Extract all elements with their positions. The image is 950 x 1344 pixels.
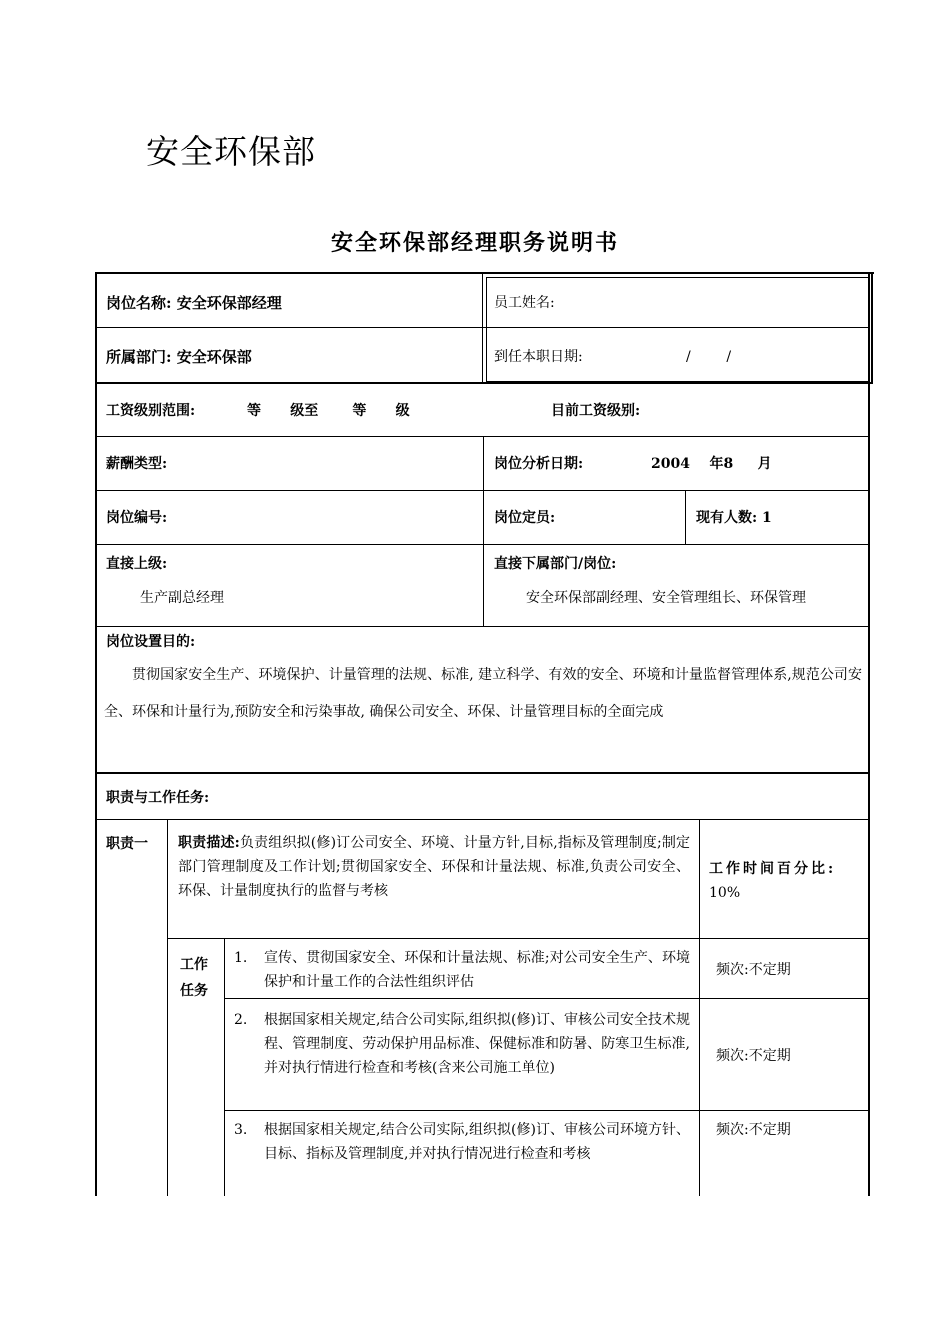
current-count-field [696, 506, 772, 530]
current-salary-label: 目前工资级别: [551, 403, 641, 419]
line [486, 277, 487, 381]
document-title: 安全环保部经理职务说明书 [330, 230, 619, 256]
department-field [106, 345, 252, 369]
duty-desc-text: 负责组织拟(修)订公司安全、环境、计量方针,目标,指标及管理制度;制定部门管理制度及工作计划;贯彻国家安全、环保和计量法规、标准,负责公司安全、环保、计量制度执行的监督与考核 [178, 835, 690, 899]
line [224, 998, 869, 999]
position-name-field [106, 291, 282, 315]
line [224, 1110, 869, 1111]
superior-label: 直接上级: [106, 556, 168, 572]
task-number: 3. [234, 1122, 248, 1138]
duty-one-label: 职责一 [106, 836, 148, 852]
table-left-border [95, 272, 97, 1196]
current-count-value: 1 [762, 510, 772, 526]
task-frequency: 频次:不定期 [716, 962, 791, 978]
line [95, 772, 870, 774]
line [167, 820, 168, 1196]
current-count-label: 现有人数: [696, 510, 758, 526]
header-double-border [871, 272, 873, 384]
analysis-date-value: 2004 年8 月 [651, 456, 772, 472]
position-name-value: 安全环保部经理 [176, 294, 282, 312]
task-number: 1. [234, 950, 248, 966]
line [699, 820, 700, 1196]
subordinate-label: 直接下属部门/岗位: [494, 556, 617, 572]
line [685, 491, 686, 544]
superior-value: 生产副总经理 [140, 590, 224, 606]
line [96, 819, 869, 820]
department-label: 所属部门: [106, 348, 172, 366]
department-value: 安全环保部 [176, 348, 252, 366]
position-no-label: 岗位编号: [106, 510, 168, 526]
salary-range-label: 工资级别范围: [106, 403, 196, 419]
duty-one-description [178, 831, 690, 903]
start-date-value: / / [686, 349, 732, 365]
department-heading: 安全环保部 [146, 132, 316, 171]
table-top-border [95, 272, 874, 274]
task-label: 工作任务 [180, 957, 208, 999]
line [96, 327, 869, 328]
quota-label: 岗位定员: [494, 510, 556, 526]
line [486, 277, 869, 278]
task-frequency: 频次:不定期 [716, 1122, 791, 1138]
employee-name-label: 员工姓名: [494, 295, 555, 311]
work-time-value: 10% [709, 885, 741, 901]
line [95, 382, 873, 384]
pay-type-label: 薪酬类型: [106, 456, 168, 472]
analysis-date-label: 岗位分析日期: [494, 456, 584, 472]
duties-section-label: 职责与工作任务: [106, 790, 210, 806]
table-right-border [868, 272, 870, 1196]
duty-desc-label: 职责描述: [178, 835, 240, 851]
work-time-label: 工作时间百分比: [709, 861, 837, 877]
line [483, 437, 484, 626]
task-frequency: 频次:不定期 [716, 1048, 791, 1064]
salary-range-value: 等 级至 等 级 [247, 403, 410, 419]
task-text: 根据国家相关规定,结合公司实际,组织拟(修)订、审核公司环境方针、目标、指标及管理制度,并对执行情况进行检查和考核 [264, 1122, 690, 1162]
line [168, 938, 869, 939]
task-number: 2. [234, 1012, 248, 1028]
task-text: 宣传、贯彻国家安全、环保和计量法规、标准;对公司安全生产、环境保护和计量工作的合法性组织评估 [264, 950, 690, 990]
position-name-label: 岗位名称: [106, 294, 172, 312]
purpose-text: 贯彻国家安全生产、环境保护、计量管理的法规、标准, 建立科学、有效的安全、环境和计量监督管理体系,规范公司安全、环保和计量行为,预防安全和污染事故, 确保公司安全、环保、计量管理目标的全面完成 [104, 667, 862, 720]
subordinate-value: 安全环保部副经理、安全管理组长、环保管理 [526, 590, 806, 606]
purpose-label: 岗位设置目的: [106, 634, 196, 650]
start-date-label: 到任本职日期: [494, 349, 583, 365]
line [224, 939, 225, 1196]
line [96, 626, 869, 627]
task-text: 根据国家相关规定,结合公司实际,组织拟(修)订、审核公司安全技术规程、管理制度、劳动保护用品标准、保健标准和防暑、防寒卫生标准,并对执行情进行检查和考核(含来公司施工单位) [264, 1012, 690, 1076]
